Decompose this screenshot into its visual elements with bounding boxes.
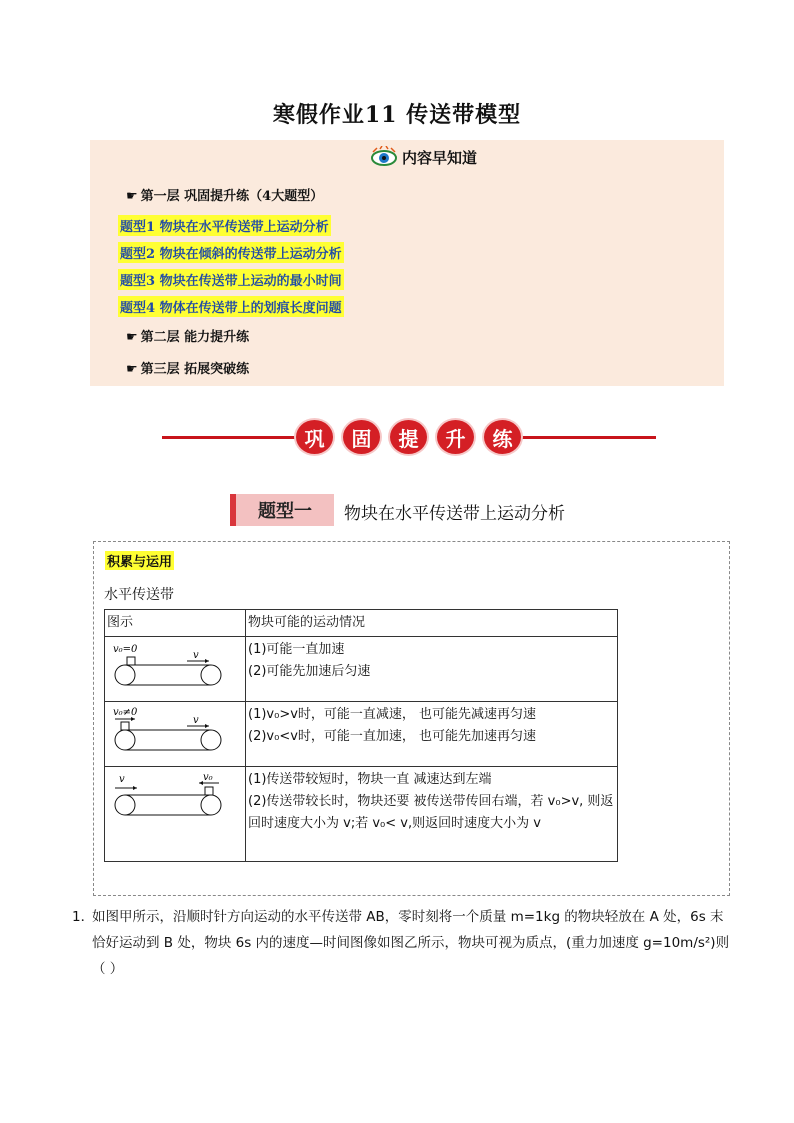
table-header-figure: 图示 [105, 610, 246, 637]
knowledge-box [93, 541, 730, 896]
eye-icon [370, 146, 398, 168]
pulley-right [201, 730, 221, 750]
block-shape [205, 787, 213, 795]
pointing-hand-icon: ☛ [126, 362, 138, 377]
pulley-left [115, 795, 135, 815]
pointing-hand-icon: ☛ [126, 189, 138, 204]
layer-1-label: 第一层 巩固提升练（4大题型） [140, 189, 324, 204]
banner-char: 巩 [296, 420, 333, 454]
fig-v0-label: v₀≠0 [113, 707, 138, 718]
question-text: 如图甲所示，沿顺时针方向运动的水平传送带 AB，零时刻将一个质量 m=1kg 的物块轻放在 A 处，6s 末恰好运动到 B 处，物块 6s 内的速度—时间图像如图乙所示，物块可视为质点，(重力加速度 g=10m/s²)则（ ） [92, 909, 730, 977]
layer-2 [126, 326, 249, 345]
table-row [105, 767, 618, 862]
fig-v0-label: v₀=0 [113, 644, 138, 655]
conveyor-diagram-2 [111, 705, 225, 755]
knowledge-subtitle: 水平传送带 [104, 587, 174, 603]
banner-line-right [518, 436, 656, 439]
section-title: 物块在水平传送带上运动分析 [344, 504, 565, 524]
page-title: 寒假作业11 传送带模型 [272, 102, 522, 128]
conveyor-table [104, 609, 618, 862]
motion-line: (1)可能一直加速 [248, 642, 345, 657]
fig-v0-label: v₀ [203, 772, 213, 783]
pulley-right [201, 795, 221, 815]
fig-v-label: v [193, 715, 199, 726]
topic-4[interactable]: 题型4 物体在传送带上的划痕长度问题 [118, 296, 344, 317]
topic-1[interactable]: 题型1 物块在水平传送带上运动分析 [118, 215, 331, 236]
motion-line: (1)v₀>v时，可能一直减速， 也可能先减速再匀速 [248, 707, 537, 722]
motion-line: (2)传送带较长时，物块还要 被传送带传回右端，若 v₀>v, 则返回时速度大小为 v;若 v₀< v,则返回时速度大小为 v [248, 794, 614, 831]
layer-2-label: 第二层 能力提升练 [140, 330, 250, 345]
pulley-left [115, 730, 135, 750]
table-motion-cell [246, 702, 618, 767]
banner-line-left [162, 436, 296, 439]
banner-char: 升 [437, 420, 474, 454]
layer-3 [126, 358, 249, 377]
table-row [105, 702, 618, 767]
table-figure-cell [105, 637, 246, 702]
question-number: 1． [72, 909, 95, 925]
motion-line: (2)v₀<v时，可能一直加速， 也可能先加速再匀速 [248, 729, 537, 744]
table-motion-cell [246, 767, 618, 862]
conveyor-diagram-1 [111, 640, 225, 690]
section-tag: 题型一 [230, 494, 334, 526]
topic-3[interactable]: 题型3 物块在传送带上运动的最小时间 [118, 269, 344, 290]
conveyor-diagram-3 [111, 770, 225, 820]
table-row [105, 637, 618, 702]
table-header-row [105, 610, 618, 637]
section-banner [162, 420, 656, 454]
motion-line: (1)传送带较短时，物块一直 减速达到左端 [248, 772, 492, 787]
contents-overview [90, 140, 724, 386]
table-header-motion: 物块可能的运动情况 [246, 610, 618, 637]
table-motion-cell [246, 637, 618, 702]
block-shape [121, 722, 129, 730]
banner-char: 固 [343, 420, 380, 454]
table-figure-cell [105, 767, 246, 862]
fig-v-label: v [193, 650, 199, 661]
contents-heading [370, 146, 477, 168]
topic-2[interactable]: 题型2 物块在倾斜的传送带上运动分析 [118, 242, 344, 263]
motion-line: (2)可能先加速后匀速 [248, 664, 371, 679]
layer-1 [126, 185, 323, 204]
knowledge-heading: 积累与运用 [105, 551, 174, 570]
question-1 [72, 904, 732, 982]
pointing-hand-icon: ☛ [126, 330, 138, 345]
banner-char: 提 [390, 420, 427, 454]
fig-v-label: v [119, 774, 125, 785]
block-shape [127, 657, 135, 665]
table-figure-cell [105, 702, 246, 767]
contents-heading-text: 内容早知道 [402, 148, 478, 167]
pulley-right [201, 665, 221, 685]
layer-3-label: 第三层 拓展突破练 [140, 362, 250, 377]
banner-char: 练 [484, 420, 521, 454]
pulley-left [115, 665, 135, 685]
